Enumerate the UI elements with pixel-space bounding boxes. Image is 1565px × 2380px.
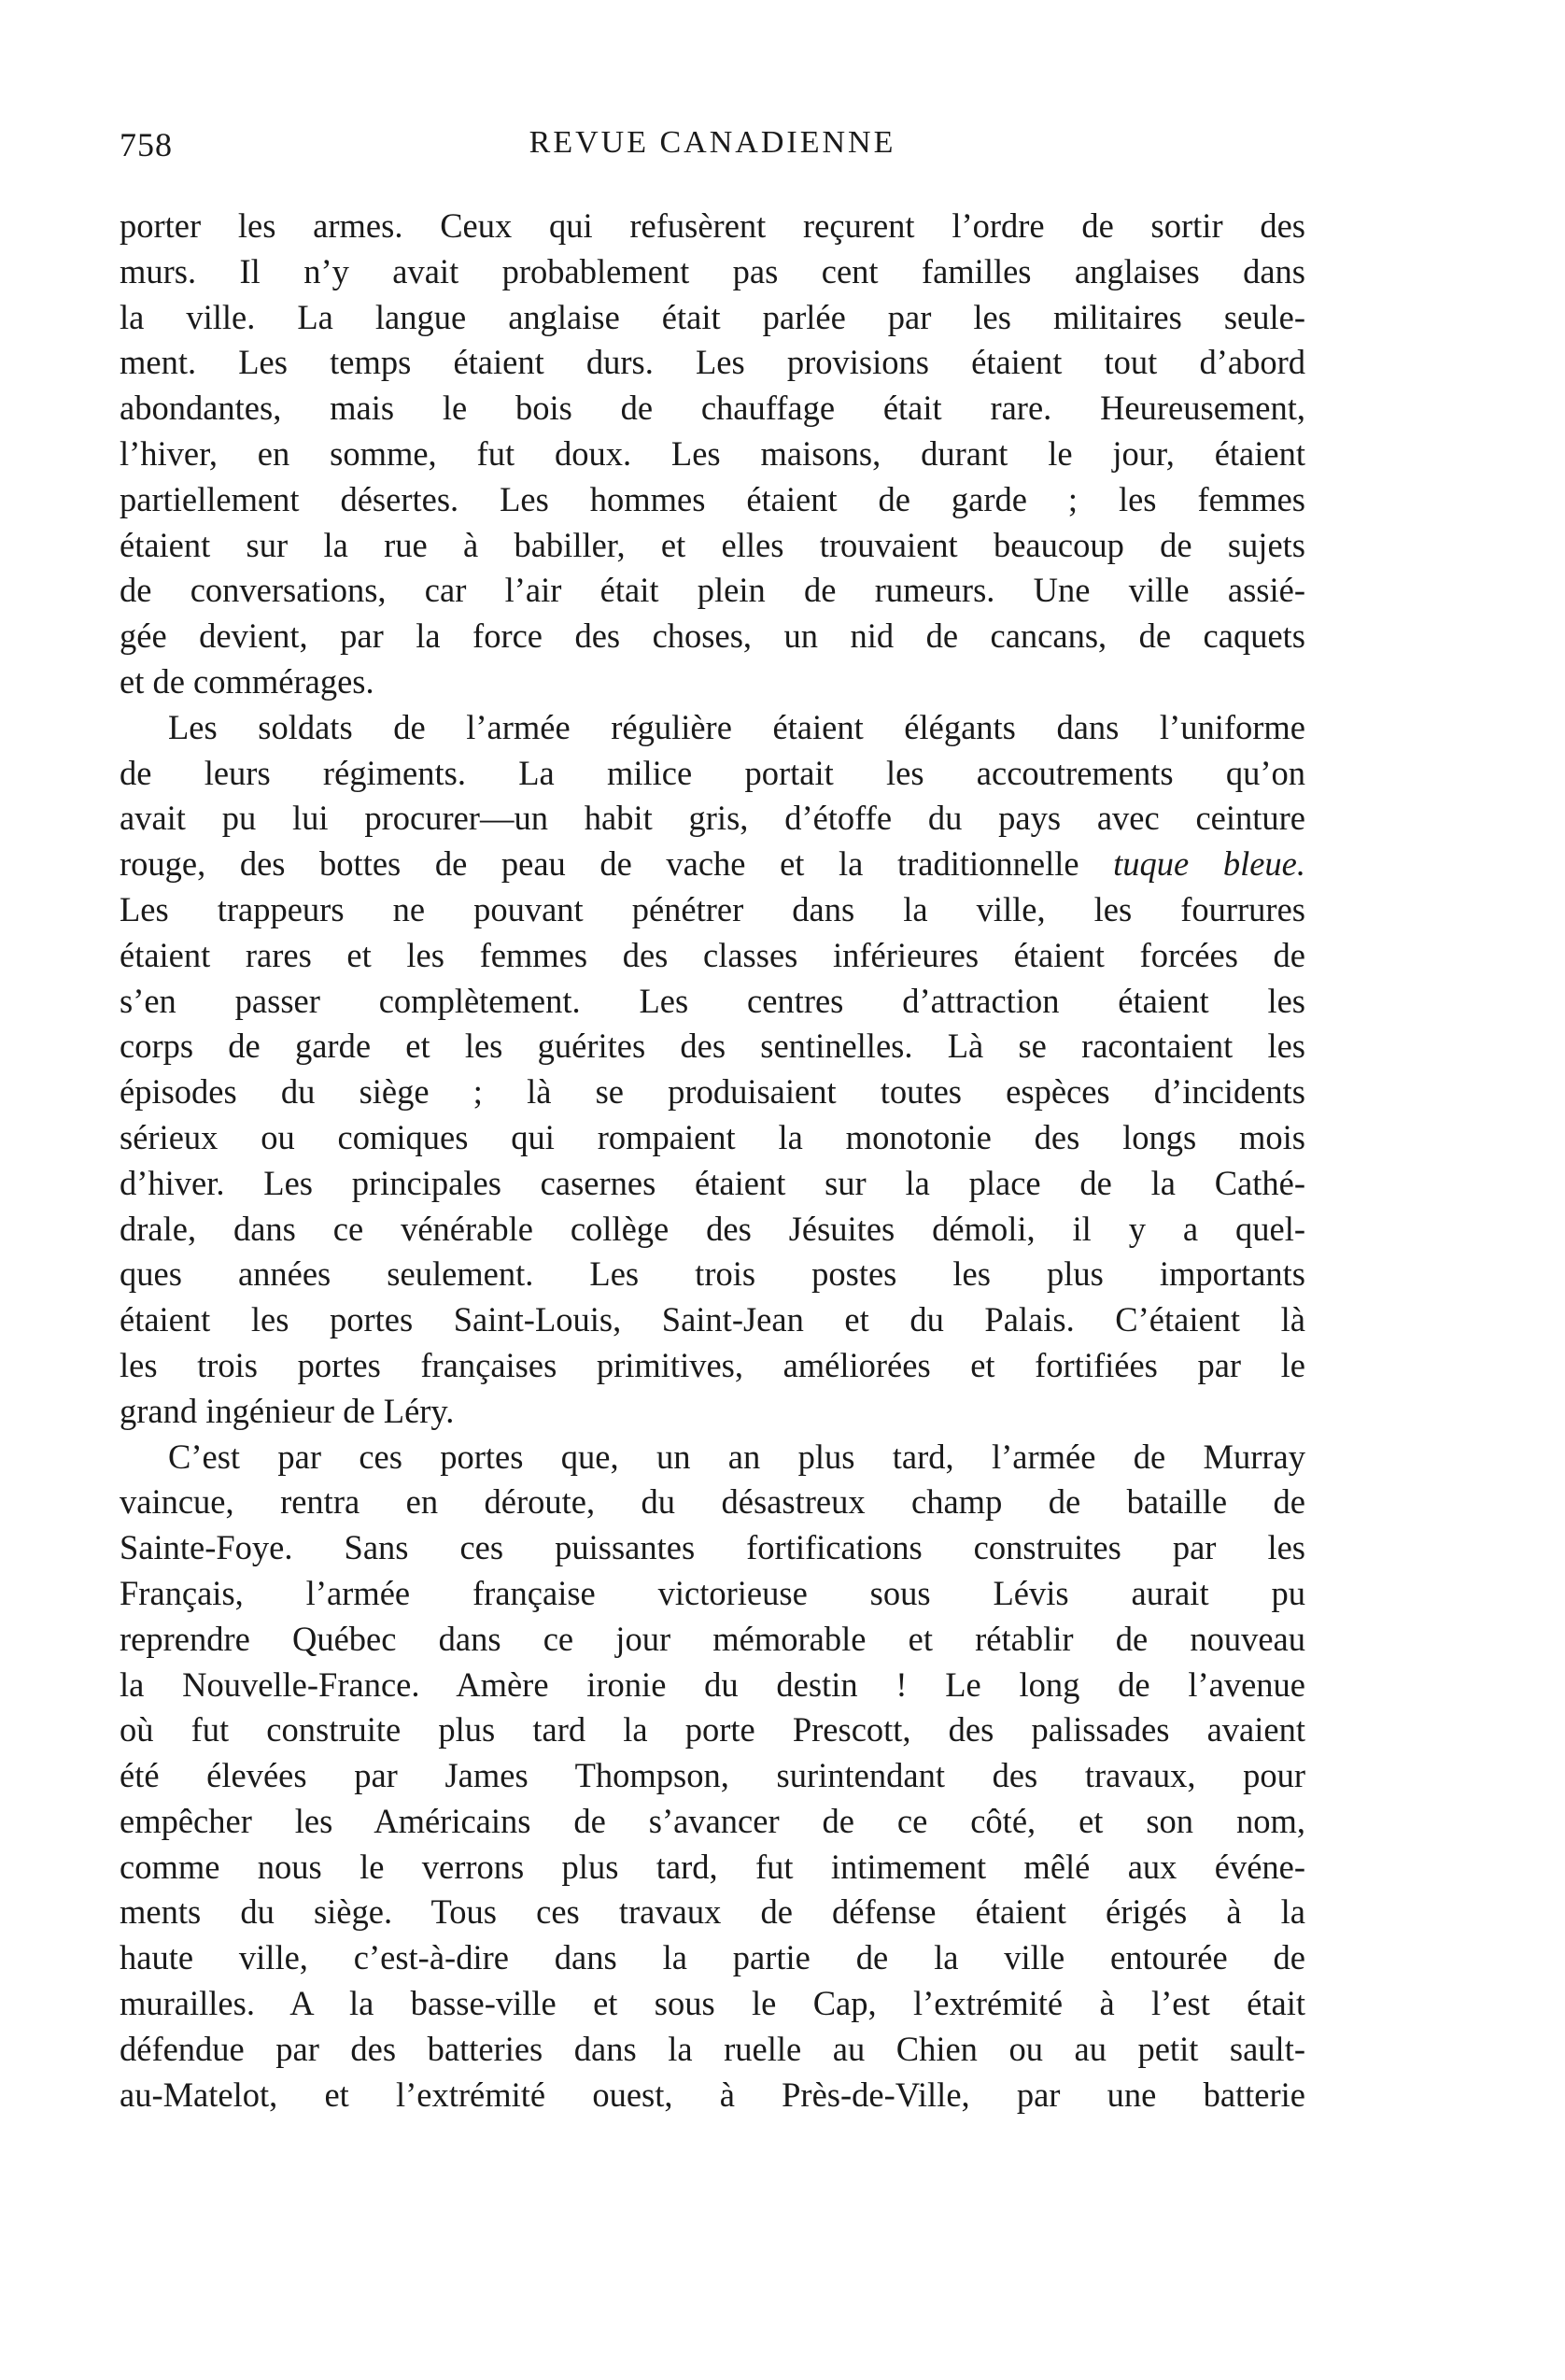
text-line: porter les armes. Ceux qui refusèrent reçurent l’ordre de sortir des bbox=[120, 206, 1305, 245]
text-line: l’hiver, en somme, fut doux. Les maisons, durant le jour, étaient bbox=[120, 433, 1305, 473]
text-line: abondantes, mais le bois de chauffage était rare. Heureusement, bbox=[120, 389, 1305, 428]
text-line: murs. Il n’y avait probablement pas cent familles anglaises dans bbox=[120, 251, 1305, 290]
text-line: de conversations, car l’air était plein de rumeurs. Une ville assié- bbox=[120, 571, 1305, 610]
text-line: sérieux ou comiques qui rompaient la monotonie des longs mois bbox=[120, 1117, 1305, 1156]
text-line: les trois portes françaises primitives, améliorées et fortifiées par le bbox=[120, 1345, 1305, 1384]
text-line: partiellement désertes. Les hommes étaient de garde ; les femmes bbox=[120, 479, 1305, 518]
text-line: étaient les portes Saint-Louis, Saint-Jean et du Palais. C’étaient là bbox=[120, 1300, 1305, 1339]
text-line: ment. Les temps étaient durs. Les provisions étaient tout d’abord bbox=[120, 343, 1305, 382]
text-line: ques années seulement. Les trois postes les plus importants bbox=[120, 1254, 1305, 1294]
page-number: 758 bbox=[120, 126, 173, 163]
text-line: C’est par ces portes que, un an plus tard, l’armée de Murray bbox=[168, 1437, 1305, 1476]
running-head: REVUE CANADIENNE bbox=[529, 125, 896, 160]
text-line: au-Matelot, et l’extrémité ouest, à Près-de-Ville, par une batterie bbox=[120, 2075, 1305, 2114]
text-line-with-italic bbox=[120, 842, 1305, 887]
text-line: vaincue, rentra en déroute, du désastreux champ de bataille de bbox=[120, 1482, 1305, 1522]
text-line: Français, l’armée française victorieuse sous Lévis aurait pu bbox=[120, 1573, 1305, 1612]
text-line: grand ingénieur de Léry. bbox=[120, 1391, 455, 1430]
text-line: comme nous le verrons plus tard, fut intimement mêlé aux événe- bbox=[120, 1847, 1305, 1886]
text-line: et de commérages. bbox=[120, 661, 374, 701]
text-line: épisodes du siège ; là se produisaient toutes espèces d’incidents bbox=[120, 1072, 1305, 1112]
paragraph-1 bbox=[120, 204, 1305, 705]
text-line: été élevées par James Thompson, surintendant des travaux, pour bbox=[120, 1756, 1305, 1795]
text-line: d’hiver. Les principales casernes étaient sur la place de la Cathé- bbox=[120, 1163, 1305, 1202]
text-line: étaient rares et les femmes des classes inférieures étaient forcées de bbox=[120, 935, 1305, 974]
paragraph-2 bbox=[120, 705, 1305, 1435]
italic-phrase: tuque bleue. bbox=[1113, 844, 1306, 884]
text-segment: rouge, des bottes de peau de vache et la traditionnelle bbox=[120, 844, 1079, 884]
text-line: Les trappeurs ne pouvant pénétrer dans la ville, les fourrures bbox=[120, 889, 1305, 928]
text-line: Sainte-Foye. Sans ces puissantes fortifications construites par les bbox=[120, 1528, 1305, 1567]
text-line: drale, dans ce vénérable collège des Jésuites démoli, il y a quel- bbox=[120, 1209, 1305, 1248]
text-line: empêcher les Américains de s’avancer de ce côté, et son nom, bbox=[120, 1801, 1305, 1840]
text-line: où fut construite plus tard la porte Prescott, des palissades avaient bbox=[120, 1710, 1305, 1750]
text-line: s’en passer complètement. Les centres d’attraction étaient les bbox=[120, 981, 1305, 1020]
page-header bbox=[120, 125, 1305, 181]
text-line: Les soldats de l’armée régulière étaient élégants dans l’uniforme bbox=[168, 707, 1305, 746]
text-line: de leurs régiments. La milice portait les accoutrements qu’on bbox=[120, 753, 1305, 792]
text-line: gée devient, par la force des choses, un nid de cancans, de caquets bbox=[120, 616, 1305, 656]
text-line: corps de garde et les guérites des sentinelles. Là se racontaient les bbox=[120, 1027, 1305, 1066]
body-text bbox=[120, 204, 1305, 2118]
text-line: la ville. La langue anglaise était parlée par les militaires seule- bbox=[120, 297, 1305, 336]
text-line: murailles. A la basse-ville et sous le Cap, l’extrémité à l’est était bbox=[120, 1984, 1305, 2023]
paragraph-3 bbox=[120, 1435, 1305, 2118]
text-line: défendue par des batteries dans la ruelle au Chien ou au petit sault- bbox=[120, 2029, 1305, 2068]
text-line: ments du siège. Tous ces travaux de défense étaient érigés à la bbox=[120, 1892, 1305, 1932]
text-line: haute ville, c’est-à-dire dans la partie de la ville entourée de bbox=[120, 1938, 1305, 1977]
text-line: la Nouvelle-France. Amère ironie du destin ! Le long de l’avenue bbox=[120, 1665, 1305, 1704]
text-line: étaient sur la rue à babiller, et elles trouvaient beaucoup de sujets bbox=[120, 525, 1305, 564]
text-line: avait pu lui procurer—un habit gris, d’étoffe du pays avec ceinture bbox=[120, 799, 1305, 838]
text-line: reprendre Québec dans ce jour mémorable et rétablir de nouveau bbox=[120, 1619, 1305, 1658]
